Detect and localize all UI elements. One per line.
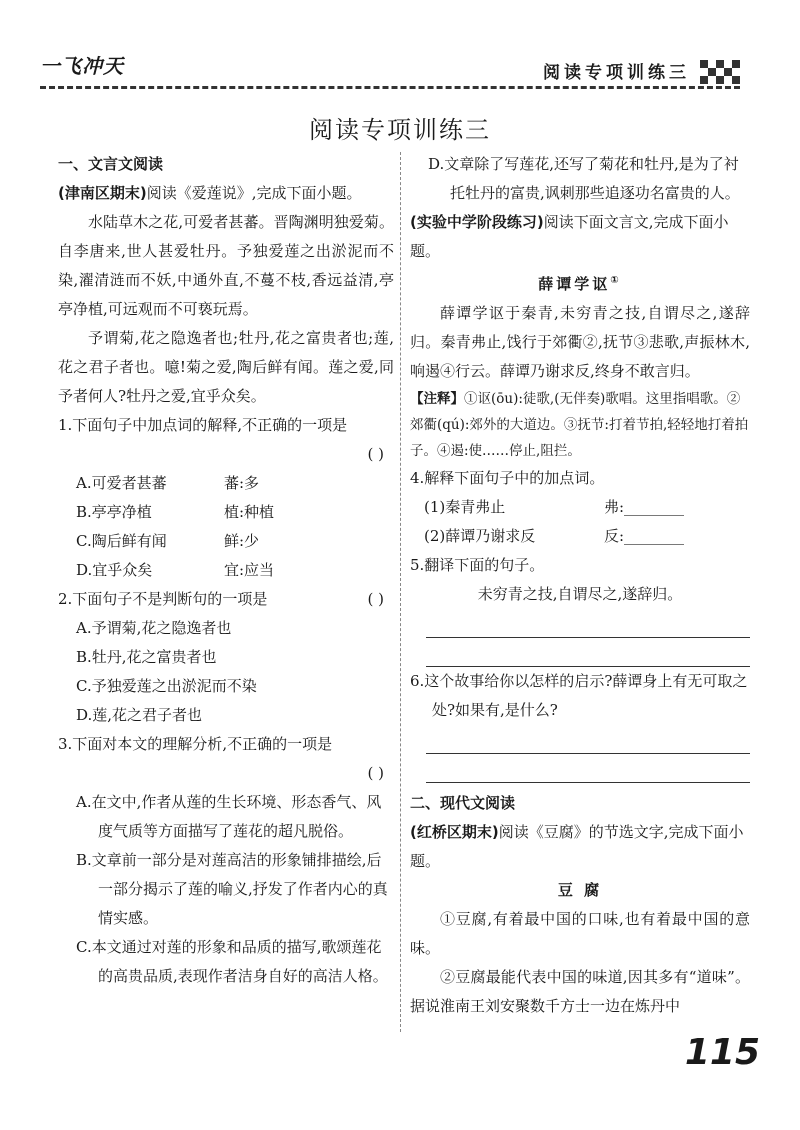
header-brand: 一飞冲天 [40,54,124,78]
story-text: 薛谭学讴于秦青,未穷青之技,自谓尽之,遂辞归。秦青弗止,饯行于郊衢②,抚节③悲歌,声振林木,响遏④行云。薛谭乃谢求反,终身不敢言归。 [410,304,750,380]
answer-line[interactable] [426,609,750,638]
left-column [58,150,394,991]
article-paragraph: ②豆腐最能代表中国的味道,因其多有“道味”。据说淮南王刘安聚数千方士一边在炼丹中 [410,968,750,1015]
answer-paren: ( ) [367,445,384,463]
section-heading: 一、文言文阅读 [58,155,164,173]
header-rule [40,86,740,89]
option-row: D.宜乎众矣 宜:应当 [76,561,275,579]
right-column [410,150,750,1021]
annotation: 【注释】①讴(ōu):徒歌,(无伴奏)歌唱。这里指唱歌。②郊衢(qú):郊外的大道边。③抚节:打着节拍,轻轻地打着拍子。④遏:使……停止,阻拦。 [410,391,749,459]
fill-blank-row[interactable]: (2)薛谭乃谢求反 反:________ [424,527,685,545]
question-1: 1.下面句子中加点词的解释,不正确的一项是 [58,416,348,434]
option: B.牡丹,花之富贵者也 [76,648,217,666]
header-section-title: 阅读专项训练三 [543,63,690,83]
header-checker-decoration [700,60,740,86]
option-row: C.陶后鲜有闻 鲜:少 [76,532,260,550]
option: B.文章前一部分是对莲高洁的形象铺排描绘,后一部分揭示了莲的喻义,抒发了作者内心的真情实感。 [76,851,388,927]
article-paragraph: ①豆腐,有着最中国的口味,也有着最中国的意味。 [410,910,750,957]
option: D.莲,花之君子者也 [76,706,203,724]
option-row: B.亭亭净植 植:种植 [76,503,275,521]
answer-line[interactable] [426,725,750,754]
option: D.文章除了写莲花,还写了菊花和牡丹,是为了衬托牡丹的富贵,讽刺那些追逐功名富贵的人。 [428,155,740,202]
page-title: 阅读专项训练三 [309,116,491,144]
option: C.本文通过对莲的形象和品质的描写,歌颂莲花的高贵品质,表现作者洁身自好的高洁人格。 [76,938,388,985]
source-line: (红桥区期末)阅读《豆腐》的节选文字,完成下面小题。 [410,823,744,870]
translate-sentence: 未穷青之技,自谓尽之,遂辞归。 [477,585,683,603]
question-5: 5.翻译下面的句子。 [410,556,545,574]
option: C.予独爱莲之出淤泥而不染 [76,677,257,695]
question-6: 6.这个故事给你以怎样的启示?薛谭身上有无可取之处?如果有,是什么? [410,672,748,719]
page-number: 115 [684,1032,760,1073]
answer-line[interactable] [426,638,750,667]
passage-paragraph: 予谓菊,花之隐逸者也;牡丹,花之富贵者也;莲,花之君子者也。噫!菊之爱,陶后鲜有闻。莲之爱,同予者何人?牡丹之爱,宜乎众矣。 [58,329,394,405]
option-row: A.可爱者甚蕃 蕃:多 [76,474,260,492]
answer-paren: ( ) [367,764,384,782]
option: A.予谓菊,花之隐逸者也 [76,619,232,637]
question-3: 3.下面对本文的理解分析,不正确的一项是 [58,735,333,753]
source-line: (津南区期末)阅读《爱莲说》,完成下面小题。 [58,184,362,202]
passage-paragraph: 水陆草木之花,可爱者甚蕃。晋陶渊明独爱菊。自李唐来,世人甚爱牡丹。予独爱莲之出淤泥而不染,濯清涟而不妖,中通外直,不蔓不枝,香远益清,亭亭净植,可远观而不可亵玩焉。 [58,213,394,318]
option: A.在文中,作者从莲的生长环境、形态香气、风度气质等方面描写了莲花的超凡脱俗。 [76,793,382,840]
fill-blank-row[interactable]: (1)秦青弗止 弗:________ [424,498,685,516]
section-heading: 二、现代文阅读 [410,794,516,812]
question-4: 4.解释下面句子中的加点词。 [410,469,605,487]
answer-line[interactable] [426,754,750,783]
source-line: (实验中学阶段练习)阅读下面文言文,完成下面小题。 [410,213,729,260]
article-title: 豆 腐 [557,881,603,899]
column-divider [400,152,401,1032]
question-2: 2.下面句子不是判断句的一项是 ( ) [58,590,384,608]
story-title: 薛谭学讴① [538,275,622,293]
